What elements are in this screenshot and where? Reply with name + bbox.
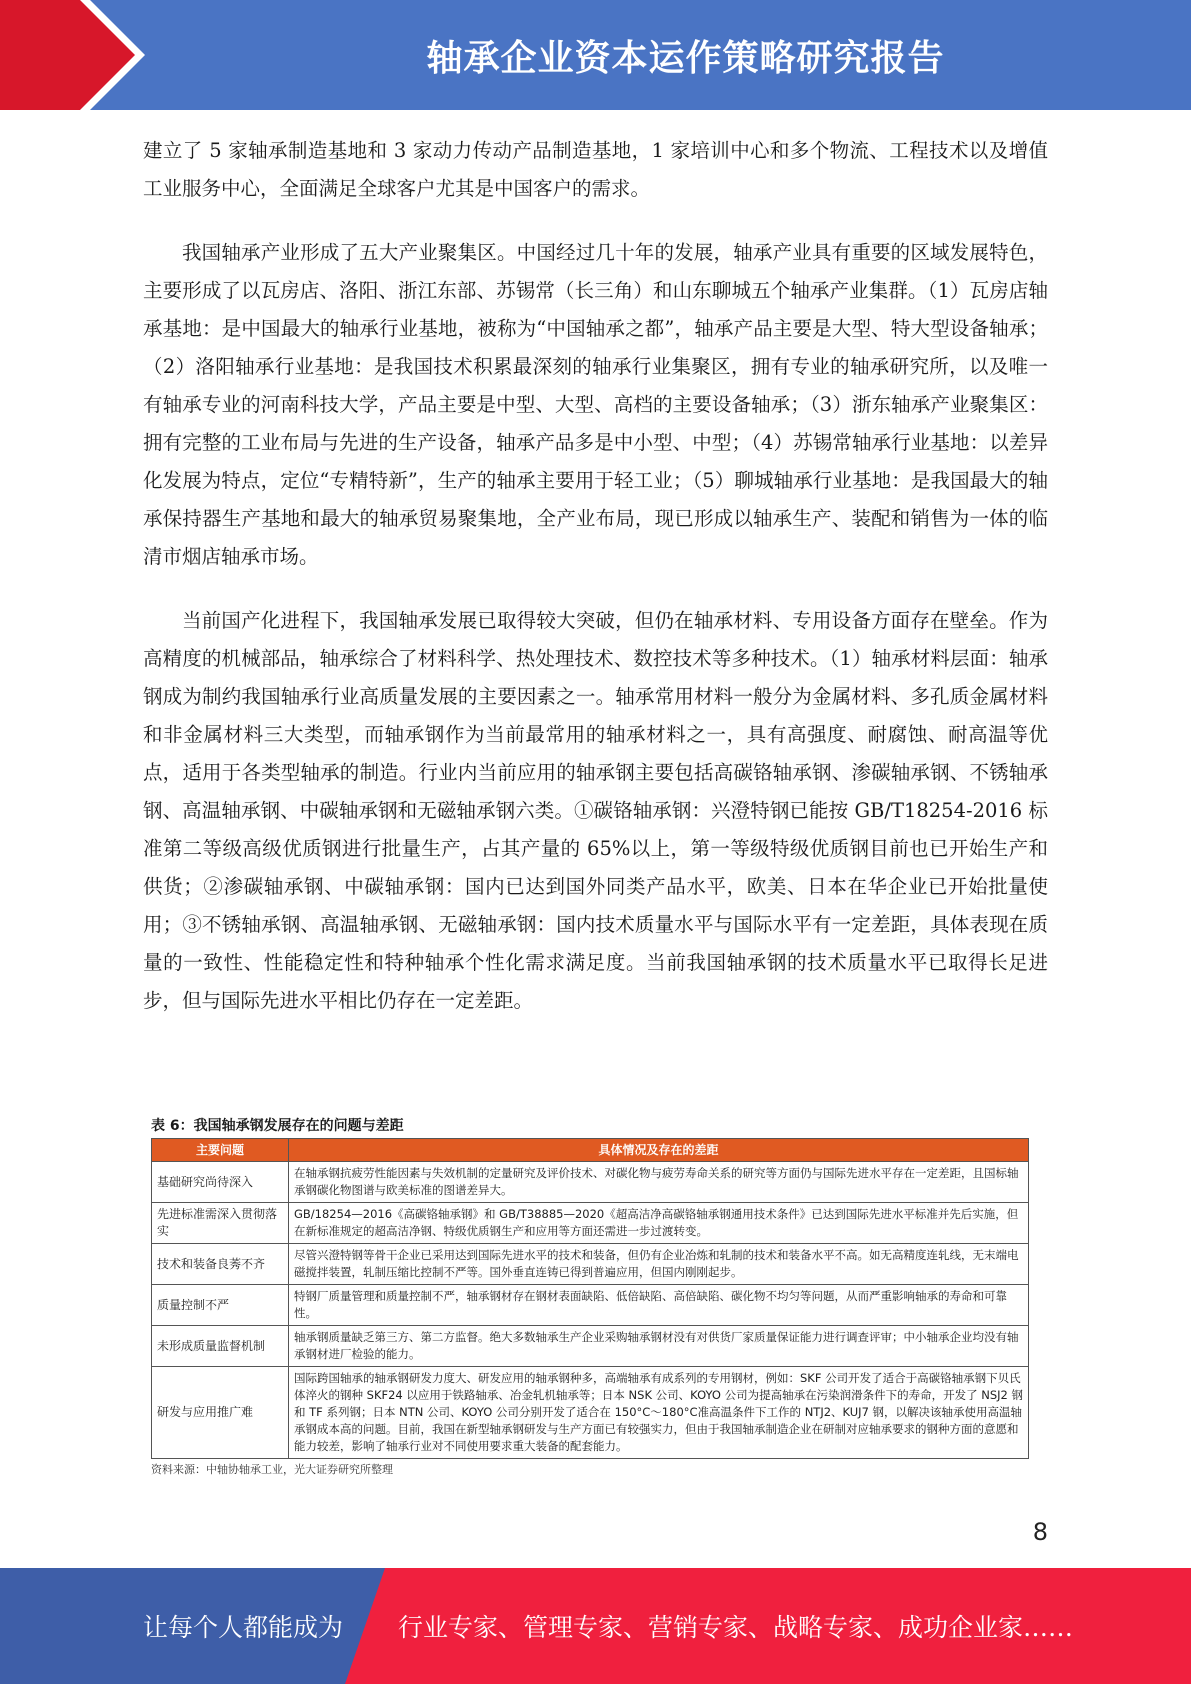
header-red-chevron-decoration [0, 0, 150, 110]
detail-cell: 在轴承钢抗疲劳性能因素与失效机制的定量研究及评价技术、对碳化物与疲劳寿命关系的研究等方面仍与国际先进水平存在一定差距，且国标轴承钢碳化物图谱与欧美标准的图谱差异大。 [289, 1162, 1029, 1203]
issue-cell: 基础研究尚待深入 [152, 1162, 289, 1203]
table-header-row [152, 1139, 1029, 1162]
paragraph: 建立了 5 家轴承制造基地和 3 家动力传动产品制造基地，1 家培训中心和多个物流、工程技术以及增值工业服务中心，全面满足全球客户尤其是中国客户的需求。 [143, 139, 1048, 200]
detail-cell: GB/18254—2016《高碳铬轴承钢》和 GB/T38885—2020《超高洁净高碳铬轴承钢通用技术条件》已达到国际先进水平标准并先后实施，但在新标准规定的超高洁净钢、特级优质钢生产和应用等方面还需进一步过渡转变。 [289, 1203, 1029, 1244]
table-row [152, 1326, 1029, 1367]
table-source: 资料来源：中轴协轴承工业，光大证券研究所整理 [151, 1463, 393, 1476]
page-footer [0, 1568, 1191, 1684]
table-row [152, 1162, 1029, 1203]
footer-slogan-left: 让每个人都能成为 [143, 1613, 344, 1642]
table-row [152, 1244, 1029, 1285]
column-header: 具体情况及存在的差距 [289, 1139, 1029, 1162]
detail-cell: 特钢厂质量管理和质量控制不严，轴承钢材存在钢材表面缺陷、低倍缺陷、高倍缺陷、碳化物不均匀等问题，从而严重影响轴承的寿命和可靠性。 [289, 1285, 1029, 1326]
issue-cell: 先进标准需深入贯彻落实 [152, 1203, 289, 1244]
table-row [152, 1203, 1029, 1244]
issue-cell: 质量控制不严 [152, 1285, 289, 1326]
column-header: 主要问题 [152, 1139, 289, 1162]
issue-cell: 未形成质量监督机制 [152, 1326, 289, 1367]
table-row [152, 1285, 1029, 1326]
footer-slogan-right: 行业专家、管理专家、营销专家、战略专家、成功企业家…… [398, 1613, 1074, 1642]
detail-cell: 国际跨国轴承的轴承钢研发力度大、研发应用的轴承钢种多，高端轴承有成系列的专用钢材，例如：SKF 公司开发了适合于高碳铬轴承钢下贝氏体淬火的钢种 SKF24 以应用于铁路轴承、冶金轧机轴承等；日本 NSK 公司、KOYO 公司为提高轴承在污染润滑条件下的寿命，开发了 NSJ2 钢和 TF 系列钢；日本 NTN 公司、KOYO 公司分别开发了适合在 150°C～180°C准高温条件下工作的 NTJ2、KUJ7 钢，以解决该轴承使用高温轴承钢成本高的问题。目前，我国在新型轴承钢研发与生产方面已有较强实力，但由于我国轴承制造企业在研制对应轴承要求的钢种方面的意愿和能力较差，影响了轴承行业对不同使用要求重大装备的配套能力。 [289, 1367, 1029, 1459]
report-title: 轴承企业资本运作策略研究报告 [426, 37, 945, 79]
table-row [152, 1367, 1029, 1459]
page-number: 8 [1032, 1518, 1048, 1546]
table-caption: 表 6：我国轴承钢发展存在的问题与差距 [151, 1118, 404, 1134]
issue-cell: 技术和装备良莠不齐 [152, 1244, 289, 1285]
paragraph: 我国轴承产业形成了五大产业聚集区。中国经过几十年的发展，轴承产业具有重要的区域发展特色，主要形成了以瓦房店、洛阳、浙江东部、苏锡常（长三角）和山东聊城五个轴承产业集群。（1）瓦房店轴承基地：是中国最大的轴承行业基地，被称为“中国轴承之都”，轴承产品主要是大型、特大型设备轴承；（2）洛阳轴承行业基地：是我国技术积累最深刻的轴承行业集聚区，拥有专业的轴承研究所，以及唯一有轴承专业的河南科技大学，产品主要是中型、大型、高档的主要设备轴承；（3）浙东轴承产业聚集区：拥有完整的工业布局与先进的生产设备，轴承产品多是中小型、中型；（4）苏锡常轴承行业基地：以差异化发展为特点，定位“专精特新”，生产的轴承主要用于轻工业；（5）聊城轴承行业基地：是我国最大的轴承保持器生产基地和最大的轴承贸易聚集地，全产业布局，现已形成以轴承生产、装配和销售为一体的临清市烟店轴承市场。 [143, 241, 1048, 568]
issue-cell: 研发与应用推广难 [152, 1367, 289, 1459]
table-figure [151, 1115, 1028, 1477]
issues-table [151, 1138, 1029, 1459]
body-text [143, 132, 1048, 1046]
page-header [0, 0, 1191, 110]
detail-cell: 轴承钢质量缺乏第三方、第二方监督。绝大多数轴承生产企业采购轴承钢材没有对供货厂家质量保证能力进行调查评审；中小轴承企业均没有轴承钢材进厂检验的能力。 [289, 1326, 1029, 1367]
paragraph: 当前国产化进程下，我国轴承发展已取得较大突破，但仍在轴承材料、专用设备方面存在壁垒。作为高精度的机械部品，轴承综合了材料科学、热处理技术、数控技术等多种技术。（1）轴承材料层面：轴承钢成为制约我国轴承行业高质量发展的主要因素之一。轴承常用材料一般分为金属材料、多孔质金属材料和非金属材料三大类型，而轴承钢作为当前最常用的轴承材料之一，具有高强度、耐腐蚀、耐高温等优点，适用于各类型轴承的制造。行业内当前应用的轴承钢主要包括高碳铬轴承钢、渗碳轴承钢、不锈轴承钢、高温轴承钢、中碳轴承钢和无磁轴承钢六类。①碳铬轴承钢：兴澄特钢已能按 GB/T18254-2016 标准第二等级高级优质钢进行批量生产，占其产量的 65%以上，第一等级特级优质钢目前也已开始生产和供货；②渗碳轴承钢、中碳轴承钢：国内已达到国外同类产品水平，欧美、日本在华企业已开始批量使用；③不锈轴承钢、高温轴承钢、无磁轴承钢：国内技术质量水平与国际水平有一定差距，具体表现在质量的一致性、性能稳定性和特种轴承个性化需求满足度。当前我国轴承钢的技术质量水平已取得长足进步，但与国际先进水平相比仍存在一定差距。 [143, 609, 1048, 1012]
detail-cell: 尽管兴澄特钢等骨干企业已采用达到国际先进水平的技术和装备，但仍有企业冶炼和轧制的技术和装备水平不高。如无高精度连轧线，无末端电磁搅拌装置，轧制压缩比控制不严等。国外垂直连铸已得到普遍应用，但国内刚刚起步。 [289, 1244, 1029, 1285]
